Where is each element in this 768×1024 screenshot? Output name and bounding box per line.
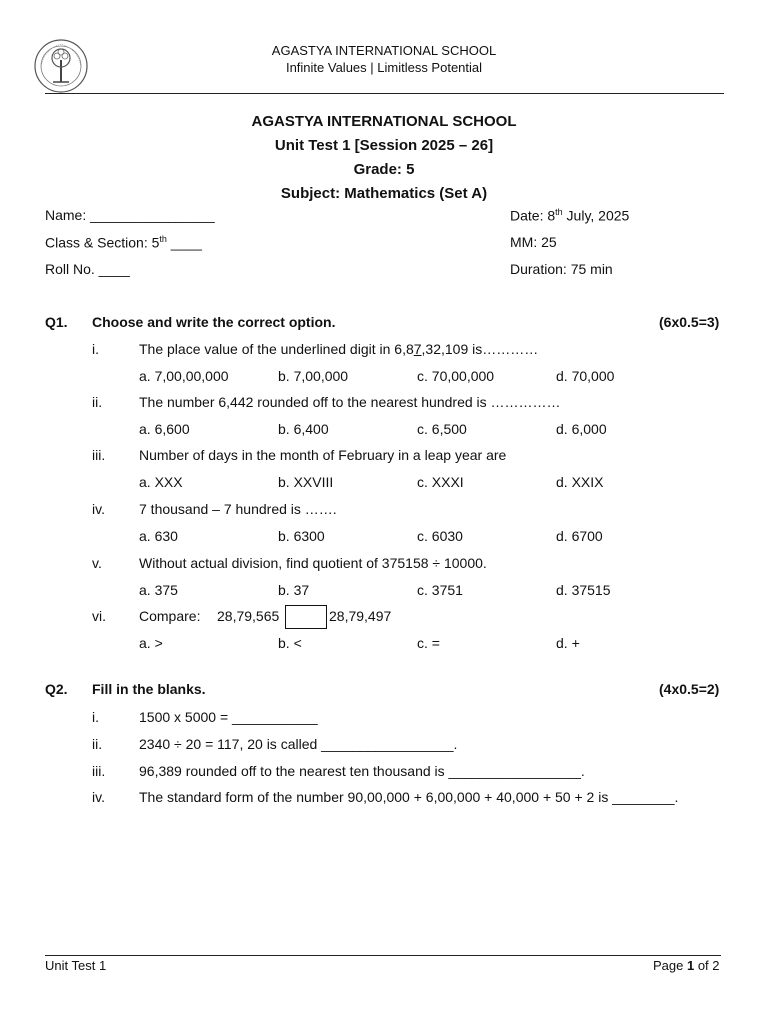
title-test: Unit Test 1 [Session 2025 – 26] [274, 137, 494, 154]
q1-item-number: vi. [92, 608, 106, 624]
option-b: b. 6300 [278, 528, 325, 544]
q1-item-number: i. [92, 341, 99, 357]
q1-item-question: The number 6,442 rounded off to the nearest hundred is …………… [139, 394, 561, 410]
title-grade: Grade: 5 [353, 161, 415, 178]
option-c: c. 6030 [417, 528, 463, 544]
option-a: a. 6,600 [139, 421, 190, 437]
option-d: d. 70,000 [556, 368, 615, 384]
option-b: b. XXVIII [278, 474, 334, 490]
option-a: a. 630 [139, 528, 178, 544]
q1-item-question: 7 thousand – 7 hundred is ……. [139, 501, 337, 517]
duration: Duration: 75 min [510, 261, 613, 277]
q1-item-number: v. [92, 555, 102, 571]
option-c: c. = [417, 635, 440, 651]
q1-item-number: ii. [92, 394, 103, 410]
q2-item-number: ii. [92, 736, 103, 752]
q1-item-question: The place value of the underlined digit in 6,87,32,109 is………… [139, 341, 539, 357]
footer-test-label: Unit Test 1 [45, 958, 107, 973]
q2-item-question: 2340 ÷ 20 = 117, 20 is called _________________. [139, 736, 458, 752]
option-b: b. 6,400 [278, 421, 329, 437]
q2-item-question: 96,389 rounded off to the nearest ten thousand is _________________. [139, 763, 585, 779]
header-divider [45, 93, 724, 94]
compare-left-value: 28,79,565 [217, 608, 280, 624]
header-school-name: AGASTYA INTERNATIONAL SCHOOL [271, 43, 497, 58]
q1-item-question: Compare: [139, 608, 201, 624]
roll-number-field: Roll No. ____ [45, 261, 130, 277]
option-b: b. 37 [278, 582, 310, 598]
q2-number: Q2. [45, 681, 68, 697]
q2-item-number: iv. [92, 789, 105, 805]
compare-right-value: 28,79,497 [329, 608, 392, 624]
option-c: c. 3751 [417, 582, 463, 598]
footer-page-number: Page 1 of 2 [653, 958, 720, 973]
q1-title: Choose and write the correct option. [92, 314, 336, 330]
header-tagline: Infinite Values | Limitless Potential [285, 60, 483, 75]
option-a: a. 7,00,00,000 [139, 368, 229, 384]
class-section-field: Class & Section: 5th ____ [45, 234, 202, 251]
compare-answer-box[interactable] [285, 605, 327, 629]
option-c: c. 6,500 [417, 421, 467, 437]
option-c: c. XXXI [417, 474, 464, 490]
q1-marks: (6x0.5=3) [659, 314, 720, 330]
q2-title: Fill in the blanks. [92, 681, 206, 697]
option-d: d. 6,000 [556, 421, 607, 437]
q2-item-number: i. [92, 709, 99, 725]
title-subject: Subject: Mathematics (Set A) [280, 185, 488, 202]
footer-divider [45, 955, 721, 956]
option-a: a. XXX [139, 474, 183, 490]
q2-item-question: 1500 x 5000 = ___________ [139, 709, 318, 725]
q1-item-question: Without actual division, find quotient of 375158 ÷ 10000. [139, 555, 487, 571]
option-d: d. 6700 [556, 528, 603, 544]
title-school: AGASTYA INTERNATIONAL SCHOOL [251, 113, 517, 130]
name-field: Name: ________________ [45, 207, 215, 223]
date-field: Date: 8th July, 2025 [510, 207, 630, 224]
option-b: b. 7,00,000 [278, 368, 349, 384]
q1-item-number: iv. [92, 501, 105, 517]
option-d: d. XXIX [556, 474, 604, 490]
option-d: d. 37515 [556, 582, 611, 598]
option-a: a. 375 [139, 582, 178, 598]
q1-number: Q1. [45, 314, 68, 330]
q2-item-number: iii. [92, 763, 106, 779]
q2-item-question: The standard form of the number 90,00,000 + 6,00,000 + 40,000 + 50 + 2 is ________. [139, 789, 679, 805]
max-marks: MM: 25 [510, 234, 557, 250]
option-b: b. < [278, 635, 302, 651]
option-a: a. > [139, 635, 163, 651]
q1-item-number: iii. [92, 447, 106, 463]
option-c: c. 70,00,000 [417, 368, 495, 384]
option-d: d. + [556, 635, 580, 651]
q1-item-question: Number of days in the month of February in a leap year are [139, 447, 507, 463]
q2-marks: (4x0.5=2) [659, 681, 720, 697]
underlined-digit: 7 [413, 341, 422, 357]
